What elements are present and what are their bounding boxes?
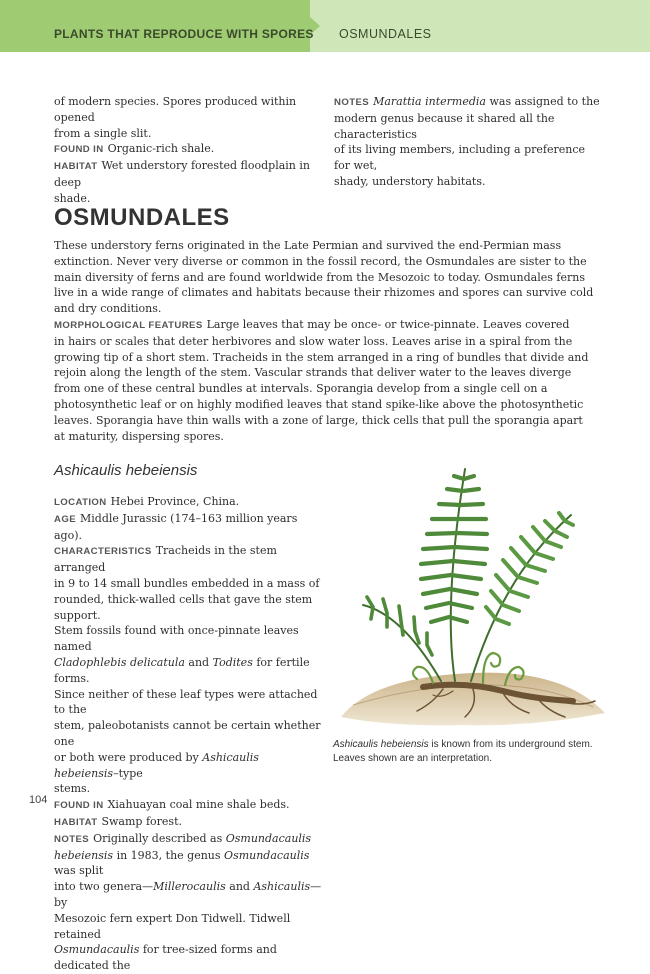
found-in-line: FOUND IN Organic-rich shale. (54, 142, 215, 156)
text-line: and dry conditions. (54, 302, 162, 316)
notes-label: NOTES (334, 97, 370, 108)
found-in-label: FOUND IN (54, 800, 104, 812)
habitat-label: HABITAT (54, 161, 98, 173)
text-line: Cladophlebis delicatula and Todites for fertile forms. (54, 655, 310, 685)
section-intro (54, 238, 614, 444)
characteristics-line: CHARACTERISTICS Tracheids in the stem arranged (54, 544, 277, 575)
fern-illustration (333, 455, 613, 730)
notes-line: NOTES Marattia intermedia was assigned to the (334, 95, 600, 108)
text-line: extinction. Never very diverse or common in the fossil record, the Osmundales are sister to the (54, 254, 587, 268)
notes-line: NOTES Originally described as Osmundacaulis (54, 831, 312, 845)
found-in-label: FOUND IN (54, 144, 104, 156)
text-line: stems. (54, 782, 91, 796)
text-line: Since neither of these leaf types were attached to the (54, 687, 318, 717)
text-line: These understory ferns originated in the Late Permian and survived the end-Permian mass (54, 239, 562, 252)
text-line: Stem fossils found with once-pinnate leaves named (54, 624, 299, 654)
morph-features-label: MORPHOLOGICAL FEATURES (54, 319, 203, 331)
species-entry (54, 494, 322, 974)
characteristics-label: CHARACTERISTICS (54, 546, 152, 558)
text-line: rejoin along the length of the stem. Vascular strands that deliver water to the leaves diverge (54, 366, 572, 380)
text-line: shady, understory habitats. (334, 174, 486, 188)
text-line: shade. (54, 191, 91, 205)
continued-entry-left (54, 94, 316, 207)
morph-line: MORPHOLOGICAL FEATURES Large leaves that may be once- or twice-pinnate. Leaves covered (54, 317, 570, 331)
location-label: LOCATION (54, 497, 107, 508)
text-line: rounded, thick-walled cells that gave the stem support. (54, 592, 313, 622)
fern-fronds (363, 469, 573, 685)
text-line: growing tip of a short stem. Tracheids in the stem arranged in a ring of bundles that divide and (54, 350, 589, 364)
text-line: of its living members, including a preference for wet, (334, 143, 585, 173)
header-section-title: PLANTS THAT REPRODUCE WITH SPORES (54, 27, 314, 41)
text-line: stem, paleobotanists cannot be certain whether one (54, 719, 321, 748)
text-line: from a single slit. (54, 126, 152, 140)
page-number: 104 (29, 794, 48, 806)
notes-label: NOTES (54, 833, 90, 845)
location-line: LOCATION Hebei Province, China. (54, 495, 240, 508)
caption-species: Ashicaulis hebeiensis (333, 739, 429, 750)
text-line: Osmundacaulis for tree-sized forms and dedicated the (54, 943, 277, 973)
text-line: in hairs or scales that deter herbivores and slow water loss. Leaves arise in a spiral from the (54, 334, 573, 348)
text-line: at maturity, dispersing spores. (54, 429, 224, 443)
found-in-line: FOUND IN Xiahuayan coal mine shale beds. (54, 798, 290, 812)
running-header (0, 0, 650, 52)
text-line: from one of these central bundles at intervals. Sporangia develop from a single cell on a (54, 382, 548, 396)
text-line: into two genera—Millerocaulis and Ashicaulis—by (54, 880, 322, 909)
text-line: hebeiensis in 1983, the genus Osmundacaulis was split (54, 848, 310, 878)
section-heading: OSMUNDALES (54, 204, 230, 231)
caption-text: is known from its underground stem. Leaves shown are an interpretation. (333, 739, 593, 764)
text-line: photosynthetic leaf or on highly modified leaves that stand spike-like above the photosynthetic (54, 397, 584, 411)
continued-entry-right (334, 94, 604, 190)
header-subsection-title: OSMUNDALES (339, 27, 432, 41)
text-line: in 9 to 14 small bundles embedded in a mass of (54, 576, 320, 590)
age-label: AGE (54, 513, 76, 525)
text-line: of modern species. Spores produced within opened (54, 95, 297, 124)
header-section-tab (0, 0, 310, 52)
figure-caption (333, 738, 603, 766)
habitat-line: HABITAT Swamp forest. (54, 814, 182, 828)
species-heading: Ashicaulis hebeiensis (54, 462, 198, 479)
text-line: or both were produced by Ashicaulis hebeiensis–type (54, 750, 259, 780)
age-line: AGE Middle Jurassic (174–163 million years ago). (54, 511, 298, 542)
text-line: main diversity of ferns and are found worldwide from the Mesozoic to today. Osmundales ferns (54, 270, 585, 284)
habitat-label: HABITAT (54, 816, 98, 828)
text-line: leaves. Sporangia have thin walls with a zone of large, thick cells that pull the sporangia apart (54, 413, 583, 427)
text-line: Mesozoic fern expert Don Tidwell. Tidwell retained (54, 911, 291, 941)
habitat-line: HABITAT Wet understory forested floodplain in deep (54, 159, 310, 189)
text-line: modern genus because it shared all the characteristics (334, 111, 555, 141)
text-line: live in a wide range of climates and habitats because their rhizomes and spores can survive cold (54, 286, 594, 300)
